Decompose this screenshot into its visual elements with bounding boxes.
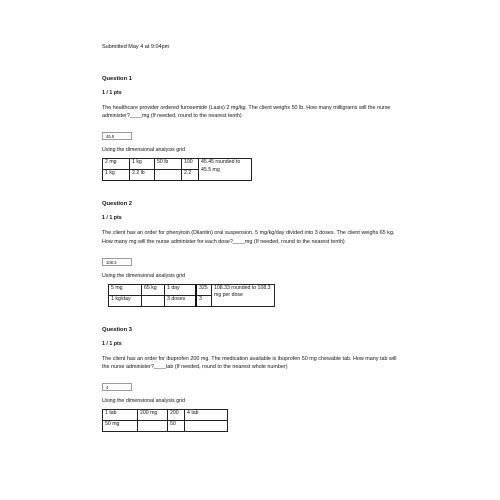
grid-label: Using the dimensional analysis grid (102, 147, 186, 154)
question-title: Question 1 (102, 76, 132, 82)
answer-field[interactable]: 4 (102, 383, 132, 391)
grid-cell: 1 kg/day (109, 295, 142, 306)
question-2 (102, 201, 402, 306)
question-text: The healthcare provider ordered furosemide (Lasix) 2 mg/kg. The client weighs 50 lb. How many milligrams will the nurse administer?____mg (If needed, round to the nearest tenth) (102, 105, 391, 120)
question-text: The client has an order for ibuprofen 200 mg. The medication available is ibuprofen 50 mg chewable tab. How many tab will the nurse administer?____tab (If needed, round to the nearest whole number) (102, 355, 397, 371)
answer-field[interactable]: 45.5 (102, 132, 132, 140)
grid-cell: 50 lb (155, 159, 182, 170)
question-points: 1 / 1 pts (102, 215, 122, 222)
question-points: 1 / 1 pts (102, 340, 122, 347)
grid-cell: 1 day (165, 284, 197, 295)
quiz-results-page (102, 44, 402, 432)
question-title: Question 3 (102, 326, 132, 333)
grid-cell: 200 mg (138, 410, 168, 421)
question-3 (102, 327, 402, 432)
question-1 (102, 76, 402, 181)
grid-cell: 100 (182, 159, 199, 170)
grid-cell (138, 421, 168, 432)
grid-cell: 50 mg (103, 421, 138, 432)
grid-cell: 4 tab (185, 410, 228, 421)
grid-cell: 2 mg (103, 159, 130, 170)
grid-cell: 1 kg (103, 170, 130, 181)
answer-field[interactable]: 108.3 (102, 258, 132, 266)
question-title: Question 2 (102, 201, 132, 208)
grid-cell: 1 tab (103, 410, 138, 421)
grid-cell: 1 kg (130, 159, 155, 170)
grid-cell: 2.2 lb (130, 170, 155, 181)
grid-cell (142, 295, 165, 306)
grid-result-note: 45.45 rounded to 45.5 mg (199, 159, 252, 181)
grid-cell: 3 doses (165, 295, 197, 306)
dimensional-analysis-grid (102, 158, 252, 181)
question-text: The client has an order for phenytoin (Dilantin) oral suspension, 5 mg/kg/day divided into 3 doses. The client weighs 65 kg. How many mg will the nurse administer for each dose?____mg (If needed, round to the nearest tenth) (102, 230, 395, 245)
grid-cell (155, 170, 182, 181)
grid-label: Using the dimensional analysis grid (102, 398, 186, 405)
grid-label: Using the dimensional analysis grid (102, 272, 186, 279)
grid-cell: 65 kg (142, 284, 165, 295)
dimensional-analysis-grid (102, 409, 228, 432)
submission-timestamp: Submitted May 4 at 9:04pm (102, 44, 170, 50)
grid-cell: 50 (168, 421, 185, 432)
grid-cell (185, 421, 228, 432)
question-points: 1 / 1 pts (102, 90, 122, 96)
grid-cell: 3 (196, 295, 212, 306)
grid-cell: 325 (196, 284, 212, 295)
grid-cell: 5 mg (109, 284, 142, 295)
dimensional-analysis-grid (108, 284, 275, 307)
grid-cell: 2.2 (182, 170, 199, 181)
grid-cell: 200 (168, 410, 185, 421)
grid-result-note: 108.33 rounded to 108.3 mg per dose (212, 284, 275, 306)
